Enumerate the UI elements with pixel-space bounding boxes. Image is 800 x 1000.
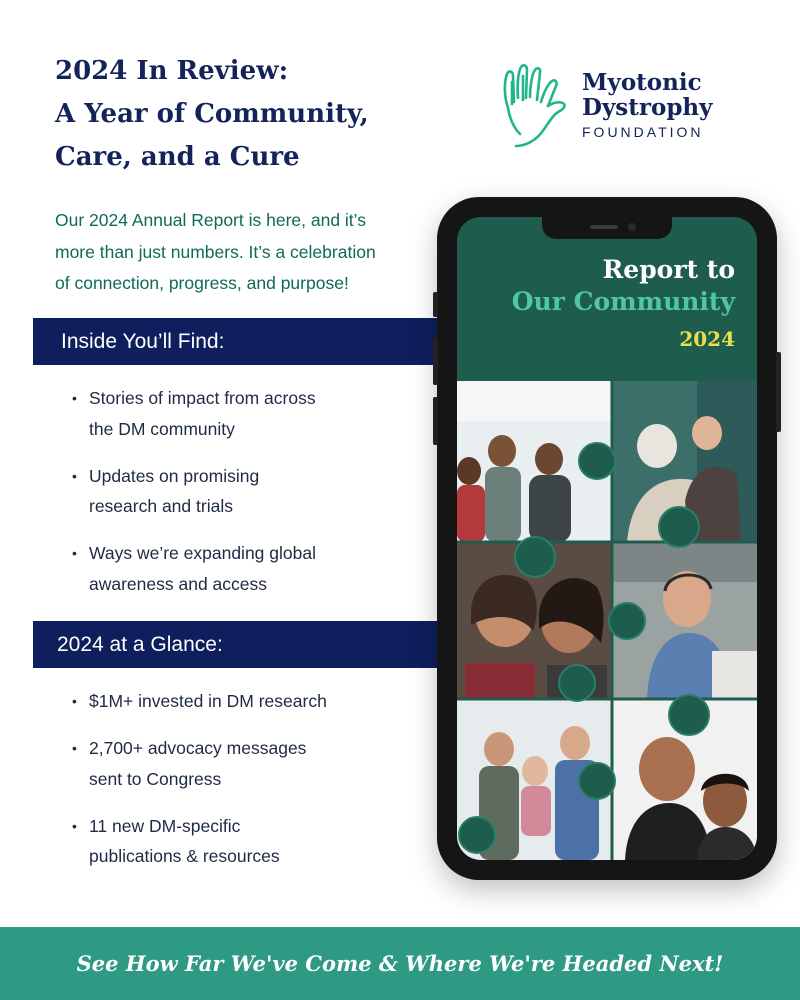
intro-paragraph bbox=[55, 205, 425, 300]
inside-heading-band bbox=[33, 318, 438, 365]
report-year: 2024 bbox=[679, 327, 735, 351]
footer-cta-text: See How Far We've Come & Where We're Headed Next! bbox=[76, 951, 724, 976]
list-item-line: research and trials bbox=[89, 496, 233, 516]
intro-line-1: Our 2024 Annual Report is here, and it’s bbox=[55, 210, 366, 230]
report-title-line-2: Our Community bbox=[511, 287, 735, 316]
list-item-line: • 2,700+ advocacy messages bbox=[89, 738, 307, 758]
phone-notch bbox=[542, 217, 672, 239]
phone-mockup bbox=[437, 197, 777, 880]
list-item bbox=[72, 538, 432, 599]
logo-word-myotonic: Myotonic bbox=[582, 69, 702, 96]
logo-word-dystrophy: Dystrophy bbox=[582, 94, 713, 121]
report-cover-header bbox=[457, 217, 757, 381]
list-item-line: sent to Congress bbox=[89, 768, 222, 789]
list-item bbox=[72, 383, 432, 444]
intro-line-2: more than just numbers. It’s a celebration bbox=[55, 241, 376, 262]
hand-icon bbox=[498, 62, 576, 148]
foundation-logo bbox=[498, 62, 758, 152]
list-item-line: • Ways we’re expanding global bbox=[89, 543, 316, 563]
phone-button bbox=[433, 337, 438, 385]
list-item bbox=[72, 733, 432, 794]
list-item-line: • Updates on promising bbox=[89, 465, 260, 486]
list-item bbox=[72, 811, 432, 872]
report-title-line-1: Report to bbox=[602, 255, 735, 284]
phone-button bbox=[776, 352, 781, 432]
phone-speaker bbox=[590, 225, 618, 229]
list-item-line: • 11 new DM-specific bbox=[89, 815, 241, 836]
glance-heading: 2024 at a Glance: bbox=[57, 633, 223, 656]
logo-wordmark bbox=[582, 70, 713, 140]
phone-screen bbox=[457, 217, 757, 860]
headline bbox=[55, 50, 435, 179]
camera-icon bbox=[628, 223, 636, 231]
intro-line-3: of connection, progress, and purpose! bbox=[55, 273, 349, 293]
phone-button bbox=[433, 397, 438, 445]
logo-word-foundation: FOUNDATION bbox=[582, 124, 704, 140]
photo-collage bbox=[457, 381, 757, 860]
phone-button bbox=[433, 292, 438, 317]
footer-banner[interactable] bbox=[0, 927, 800, 1000]
list-item bbox=[72, 686, 432, 717]
inside-heading: Inside You’ll Find: bbox=[61, 330, 225, 353]
headline-line-1: 2024 In Review: bbox=[55, 56, 289, 86]
inside-list bbox=[72, 383, 432, 616]
list-item-line: publications & resources bbox=[89, 846, 280, 866]
list-item bbox=[72, 461, 432, 522]
list-item-line: awareness and access bbox=[89, 573, 268, 594]
glance-heading-band bbox=[33, 621, 438, 668]
headline-line-3: Care, and a Cure bbox=[55, 142, 300, 172]
headline-line-2: A Year of Community, bbox=[55, 99, 369, 129]
list-item-line: • $1M+ invested in DM research bbox=[89, 691, 327, 711]
list-item-line: the DM community bbox=[89, 418, 235, 439]
list-item-line: • Stories of impact from across bbox=[89, 388, 316, 408]
glance-list bbox=[72, 686, 432, 888]
